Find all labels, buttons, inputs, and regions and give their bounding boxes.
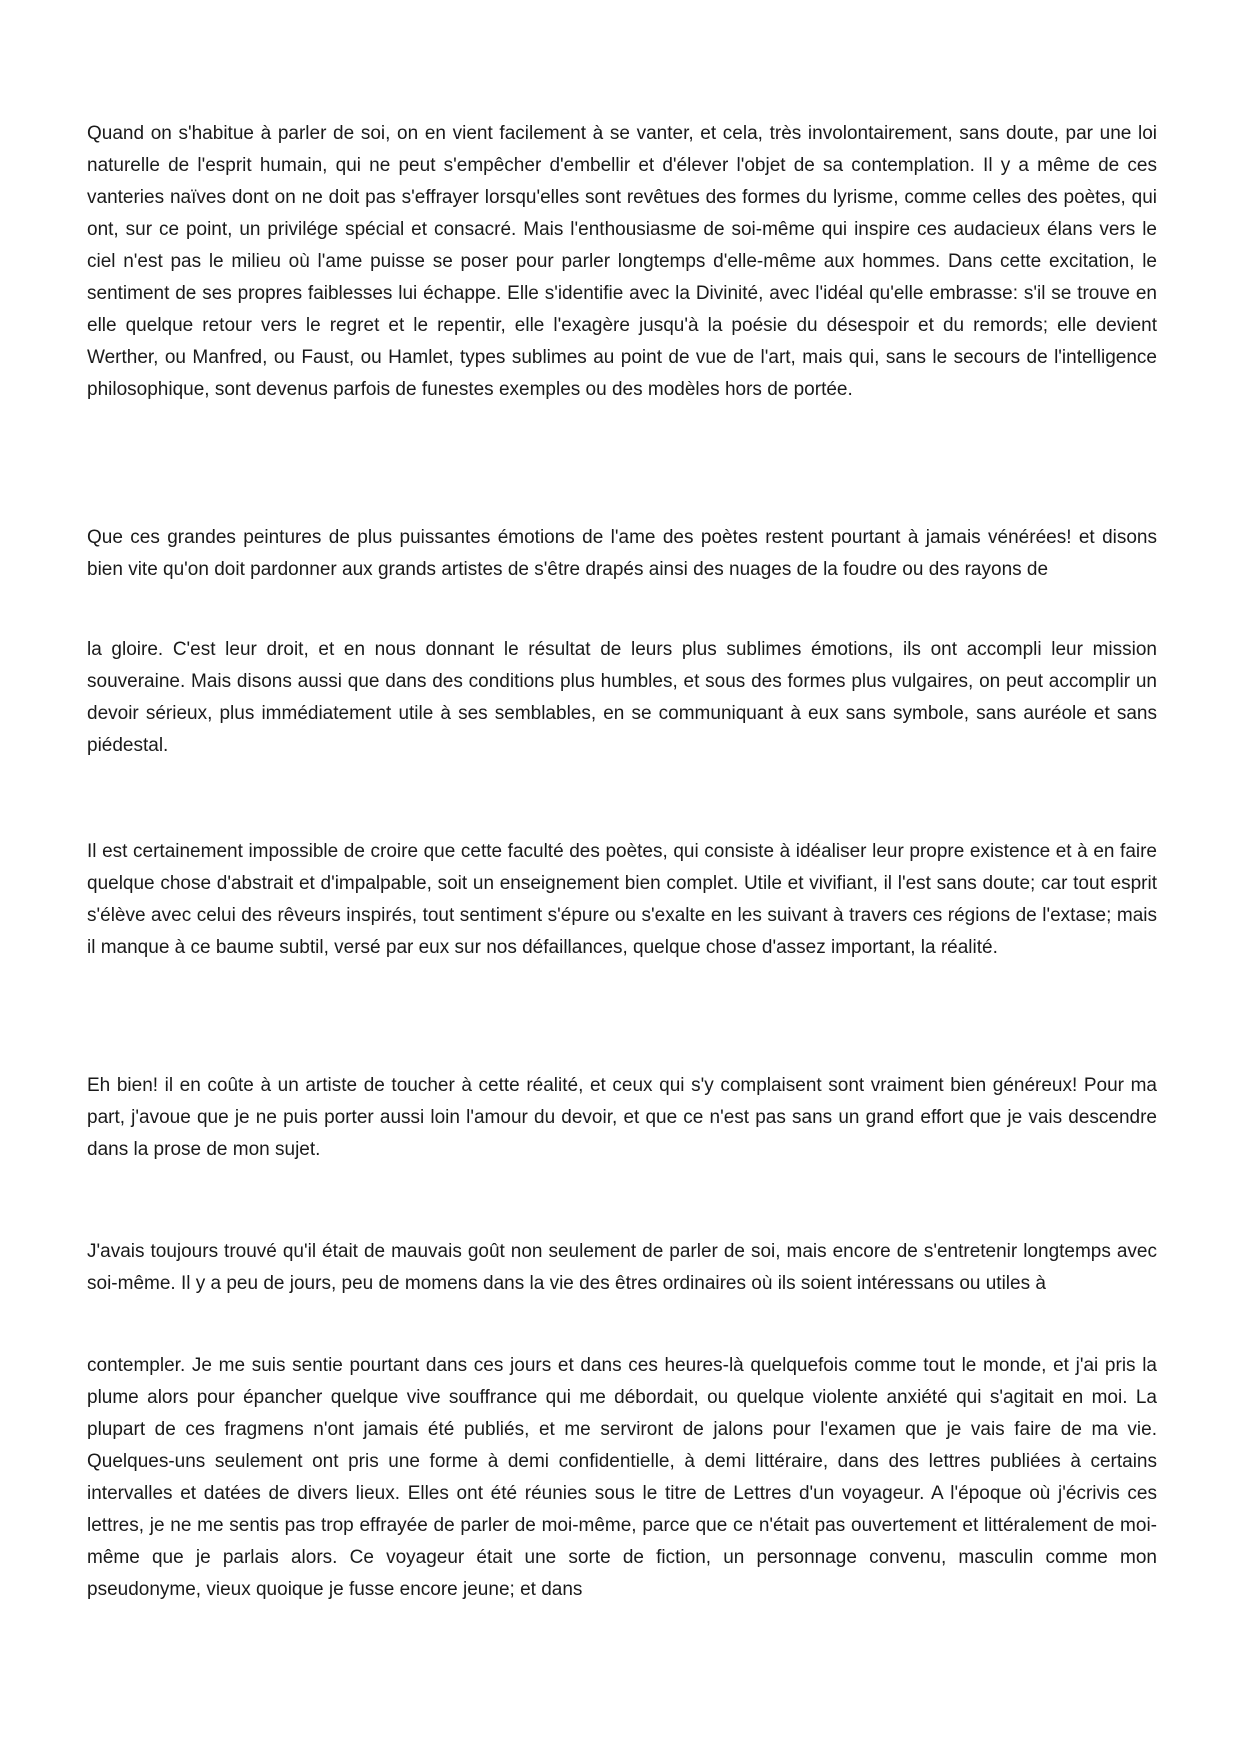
paragraph-1: Quand on s'habitue à parler de soi, on en vient facilement à se vanter, et cela, très involontairement, sans doute, par une loi naturelle de l'esprit humain, qui ne peut s'empêcher d'embellir et d'élever l'objet de sa contemplation. Il y a même de ces vanteries naïves dont on ne doit pas s'effrayer lorsqu'elles sont revêtues des formes du lyrisme, comme celles des poètes, qui ont, sur ce point, un privilége spécial et consacré. Mais l'enthousiasme de soi-même qui inspire ces audacieux élans vers le ciel n'est pas le milieu où l'ame puisse se poser pour parler longtemps d'elle-même aux hommes. Dans cette excitation, le sentiment de ses propres faiblesses lui échappe. Elle s'identifie avec la Divinité, avec l'idéal qu'elle embrasse: s'il se trouve en elle quelque retour vers le regret et le repentir, elle l'exagère jusqu'à la poésie du désespoir et du remords; elle devient Werther, ou Manfred, ou Faust, ou Hamlet, types sublimes au point de vue de l'art, mais qui, sans le secours de l'intelligence philosophique, sont devenus parfois de funestes exemples ou des modèles hors de portée. [87, 123, 1157, 400]
paragraph-4: Il est certainement impossible de croire que cette faculté des poètes, qui consiste à idéaliser leur propre existence et à en faire quelque chose d'abstrait et d'impalpable, soit un enseignement bien complet. Utile et vivifiant, il l'est sans doute; car tout esprit s'élève avec celui des rêveurs inspirés, tout sentiment s'épure ou s'exalte en les suivant à travers ces régions de l'extase; mais il manque à ce baume subtil, versé par eux sur nos défaillances, quelque chose d'assez important, la réalité. [87, 841, 1157, 958]
paragraph-6: J'avais toujours trouvé qu'il était de mauvais goût non seulement de parler de soi, mais encore de s'entretenir longtemps avec soi-même. Il y a peu de jours, peu de momens dans la vie des êtres ordinaires où ils soient intéressans ou utiles à [87, 1241, 1157, 1294]
paragraph-2: Que ces grandes peintures de plus puissantes émotions de l'ame des poètes restent pourtant à jamais vénérées! et disons bien vite qu'on doit pardonner aux grands artistes de s'être drapés ainsi des nuages de la foudre ou des rayons de [87, 527, 1157, 580]
paragraph-5: Eh bien! il en coûte à un artiste de toucher à cette réalité, et ceux qui s'y complaisent sont vraiment bien généreux! Pour ma part, j'avoue que je ne puis porter aussi loin l'amour du devoir, et que ce n'est pas sans un grand effort que je vais descendre dans la prose de mon sujet. [87, 1075, 1157, 1160]
paragraph-3: la gloire. C'est leur droit, et en nous donnant le résultat de leurs plus sublimes émotions, ils ont accompli leur mission souveraine. Mais disons aussi que dans des conditions plus humbles, et sous des formes plus vulgaires, on peut accomplir un devoir sérieux, plus immédiatement utile à ses semblables, en se communiquant à eux sans symbole, sans auréole et sans piédestal. [87, 639, 1157, 756]
paragraph-7: contempler. Je me suis sentie pourtant dans ces jours et dans ces heures-là quelquefois comme tout le monde, et j'ai pris la plume alors pour épancher quelque vive souffrance qui me débordait, ou quelque violente anxiété qui s'agitait en moi. La plupart de ces fragmens n'ont jamais été publiés, et me serviront de jalons pour l'examen que je vais faire de ma vie. Quelques-uns seulement ont pris une forme à demi confidentielle, à demi littéraire, dans des lettres publiées à certains intervalles et datées de divers lieux. Elles ont été réunies sous le titre de Lettres d'un voyageur. A l'époque où j'écrivis ces lettres, je ne me sentis pas trop effrayée de parler de moi-même, parce que ce n'était pas ouvertement et littéralement de moi-même que je parlais alors. Ce voyageur était une sorte de fiction, un personnage convenu, masculin comme mon pseudonyme, vieux quoique je fusse encore jeune; et dans [87, 1355, 1157, 1600]
